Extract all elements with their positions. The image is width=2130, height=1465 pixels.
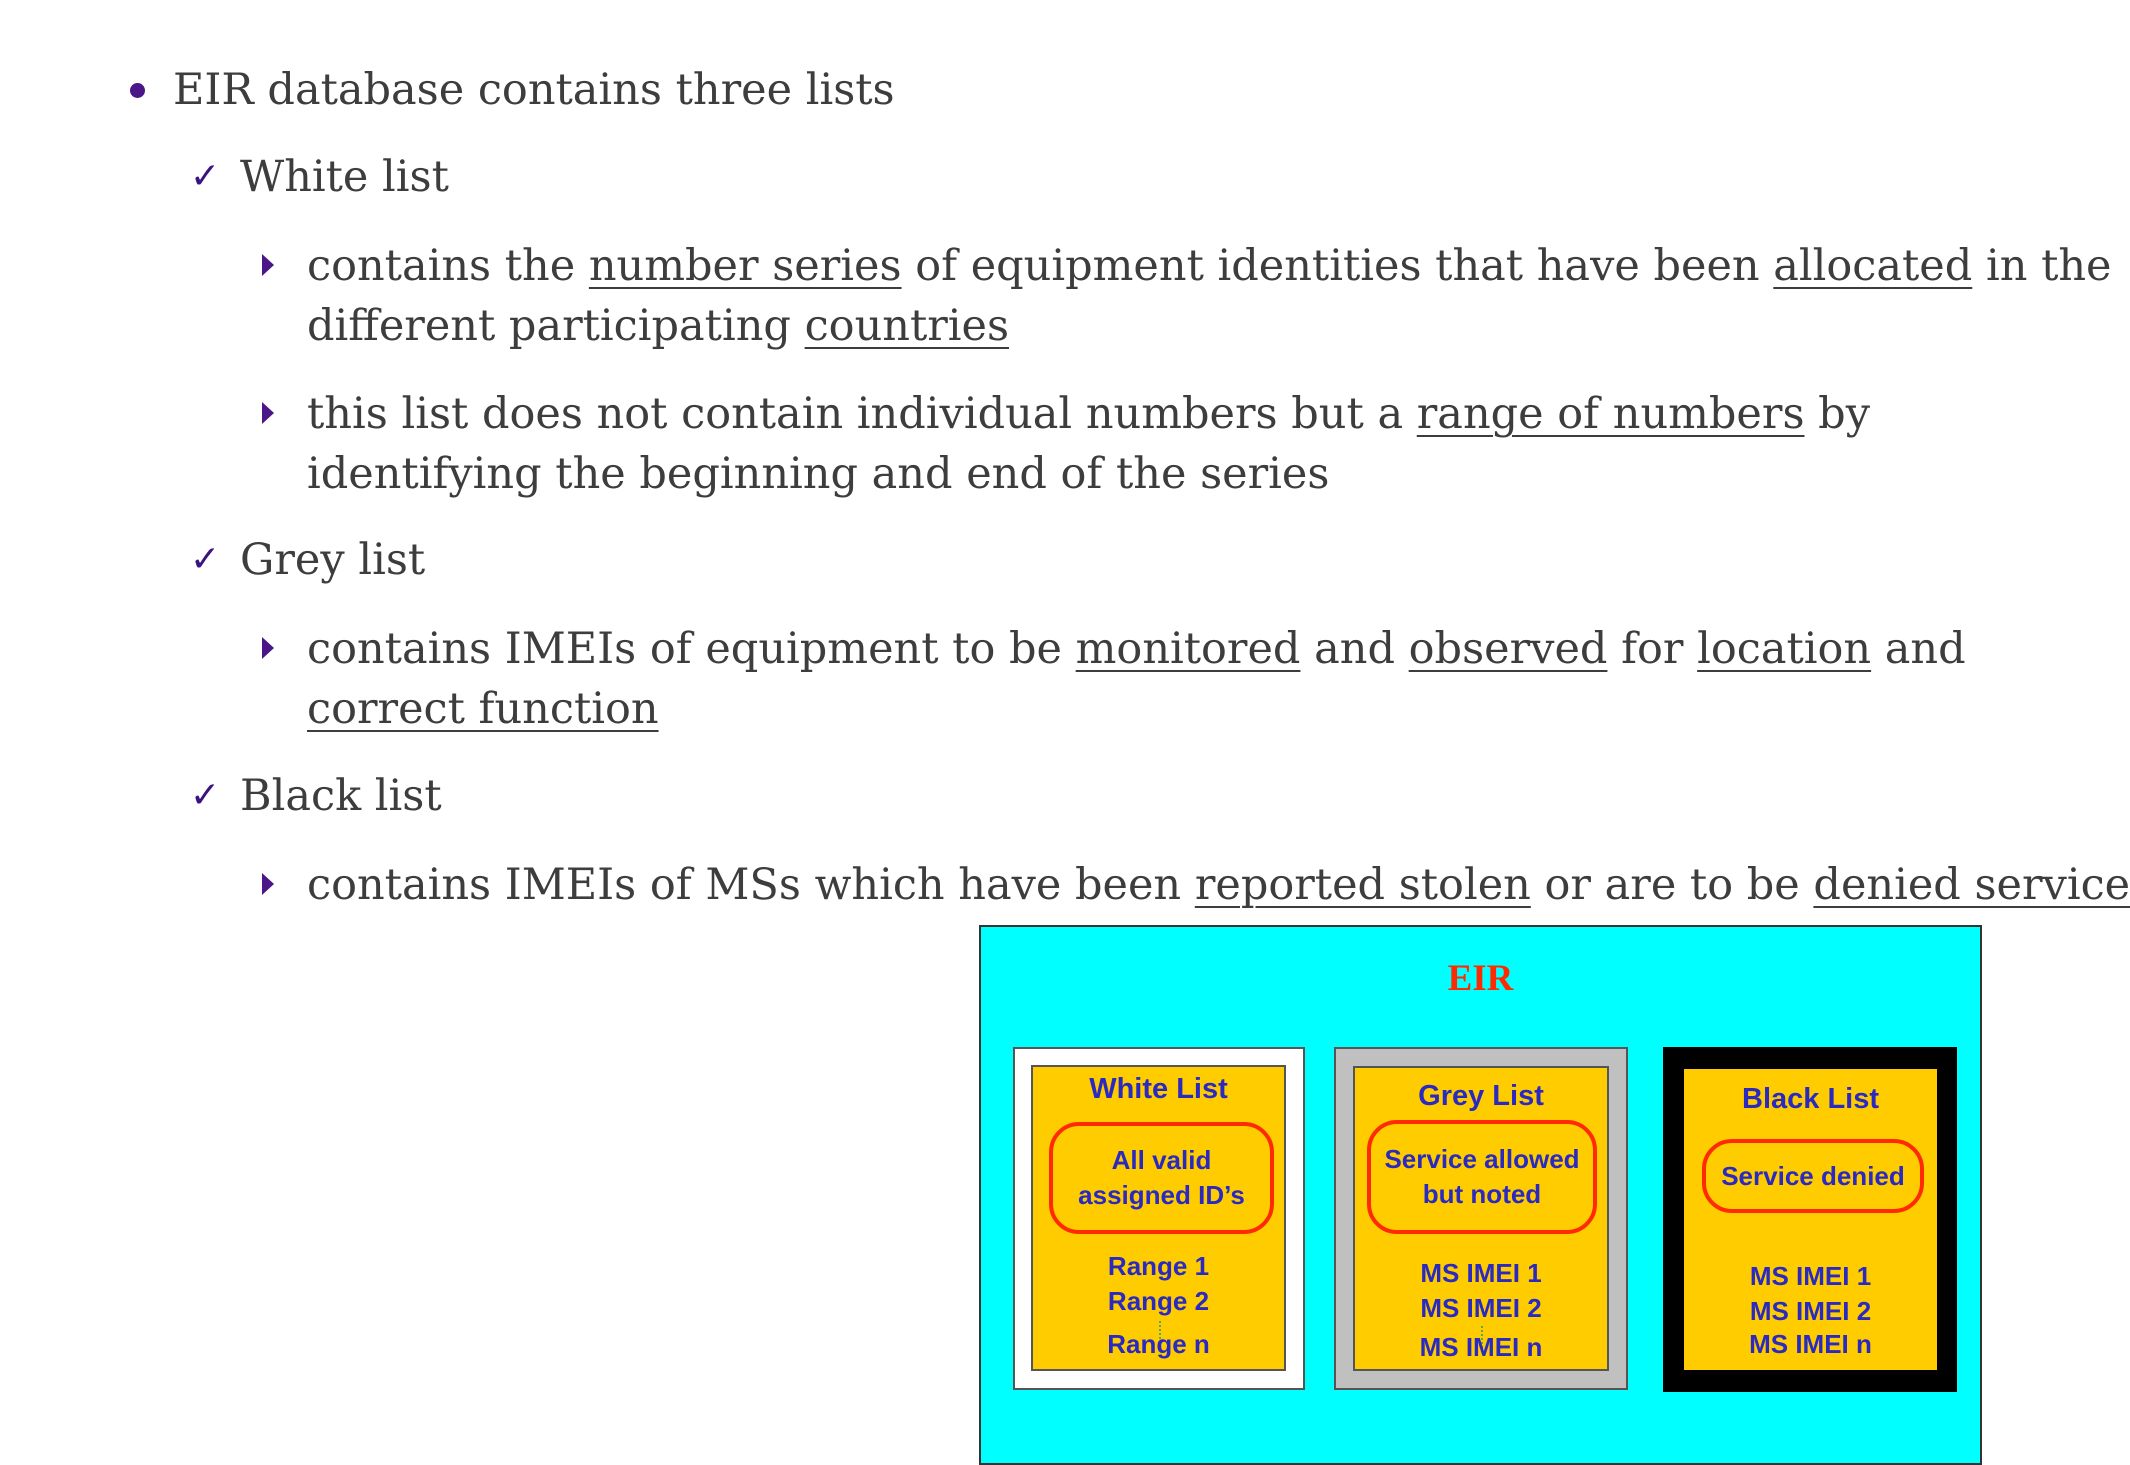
grey-list-pill-line1: Service allowed: [1384, 1144, 1580, 1174]
white-list-card: [1031, 1065, 1286, 1371]
white-list-sub2-line2: identifying the beginning and end of the series: [307, 449, 1330, 499]
grey-list-item-2: MS IMEI 2: [1420, 1293, 1542, 1323]
underlined-term: observed: [1408, 624, 1608, 674]
grey-list-title: Grey List: [1418, 1080, 1544, 1112]
text-run: in the: [1972, 241, 2112, 291]
text-run: contains the: [307, 241, 589, 291]
underlined-term: denied service: [1813, 860, 2130, 910]
white-list-pill: [1049, 1122, 1274, 1234]
underlined-term: allocated: [1773, 241, 1973, 291]
main-bullet-text: EIR database contains three lists: [173, 65, 895, 115]
grey-list-sub1-line2: [307, 679, 659, 739]
text-run: contains IMEIs of MSs which have been: [307, 860, 1195, 910]
black-list-items: [1684, 1259, 1937, 1329]
white-list-title: White List: [1089, 1073, 1228, 1105]
white-list-items: [1033, 1249, 1284, 1319]
grey-list-heading: Grey list: [240, 535, 426, 585]
grey-list-item-1: MS IMEI 1: [1420, 1258, 1542, 1288]
checkmark-icon: ✓: [190, 775, 221, 816]
white-list-item-2: Range 2: [1107, 1286, 1210, 1316]
checkmark-icon: ✓: [190, 539, 221, 580]
white-list-pill-line1: All valid: [1111, 1145, 1212, 1175]
text-run: and: [1300, 624, 1409, 674]
underlined-term: reported stolen: [1194, 860, 1531, 910]
white-list-sub1-line1: [307, 236, 2112, 296]
white-list-sub2-line1: [307, 384, 1870, 444]
grey-list-item-last: MS IMEI n: [1419, 1332, 1543, 1362]
triangle-bullet-icon: [262, 402, 274, 424]
grey-list-pill-line2: but noted: [1422, 1179, 1542, 1209]
grey-list-pill: [1367, 1120, 1597, 1234]
black-list-pill: [1702, 1139, 1924, 1213]
text-run: and: [1871, 624, 1966, 674]
text-run: of equipment identities that have been: [901, 241, 1774, 291]
text-run: different participating: [307, 301, 805, 351]
grey-list-card: [1353, 1066, 1609, 1371]
grey-list-items: [1355, 1256, 1607, 1326]
text-run: this list does not contain individual numbers but a: [307, 389, 1417, 439]
black-list-pill-line1: Service denied: [1721, 1160, 1905, 1191]
black-list-sub1-line1: [307, 855, 2130, 915]
text-run: or are to be: [1530, 860, 1814, 910]
white-list-item-1: Range 1: [1107, 1251, 1210, 1281]
triangle-bullet-icon: [262, 637, 274, 659]
underlined-term: monitored: [1075, 624, 1301, 674]
checkmark-icon: ✓: [190, 156, 221, 197]
black-list-card: [1682, 1067, 1939, 1372]
white-list-item-last: Range n: [1107, 1329, 1210, 1359]
black-list-item-2: MS IMEI 2: [1749, 1296, 1872, 1326]
underlined-term: number series: [588, 241, 902, 291]
black-list-title: Black List: [1742, 1083, 1879, 1115]
black-list-item-1: MS IMEI 1: [1749, 1261, 1872, 1291]
eir-title: EIR: [1447, 958, 1514, 999]
text-run: by: [1804, 389, 1871, 439]
underlined-term: correct function: [307, 684, 659, 734]
triangle-bullet-icon: [262, 873, 274, 895]
white-list-sub1-line2: [307, 296, 1009, 356]
underlined-term: countries: [804, 301, 1010, 351]
underlined-term: location: [1697, 624, 1872, 674]
grey-list-sub1-line1: [307, 619, 1966, 679]
text-run: contains IMEIs of equipment to be: [307, 624, 1076, 674]
white-list-heading: White list: [240, 152, 449, 202]
eir-diagram: [979, 925, 1982, 1465]
white-list-pill-line2: assigned ID’s: [1078, 1180, 1245, 1210]
round-bullet-icon: [130, 83, 145, 98]
black-list-heading: Black list: [240, 771, 442, 821]
text-run: for: [1607, 624, 1698, 674]
black-list-item-last: MS IMEI n: [1749, 1329, 1872, 1359]
triangle-bullet-icon: [262, 254, 274, 276]
underlined-term: range of numbers: [1416, 389, 1805, 439]
